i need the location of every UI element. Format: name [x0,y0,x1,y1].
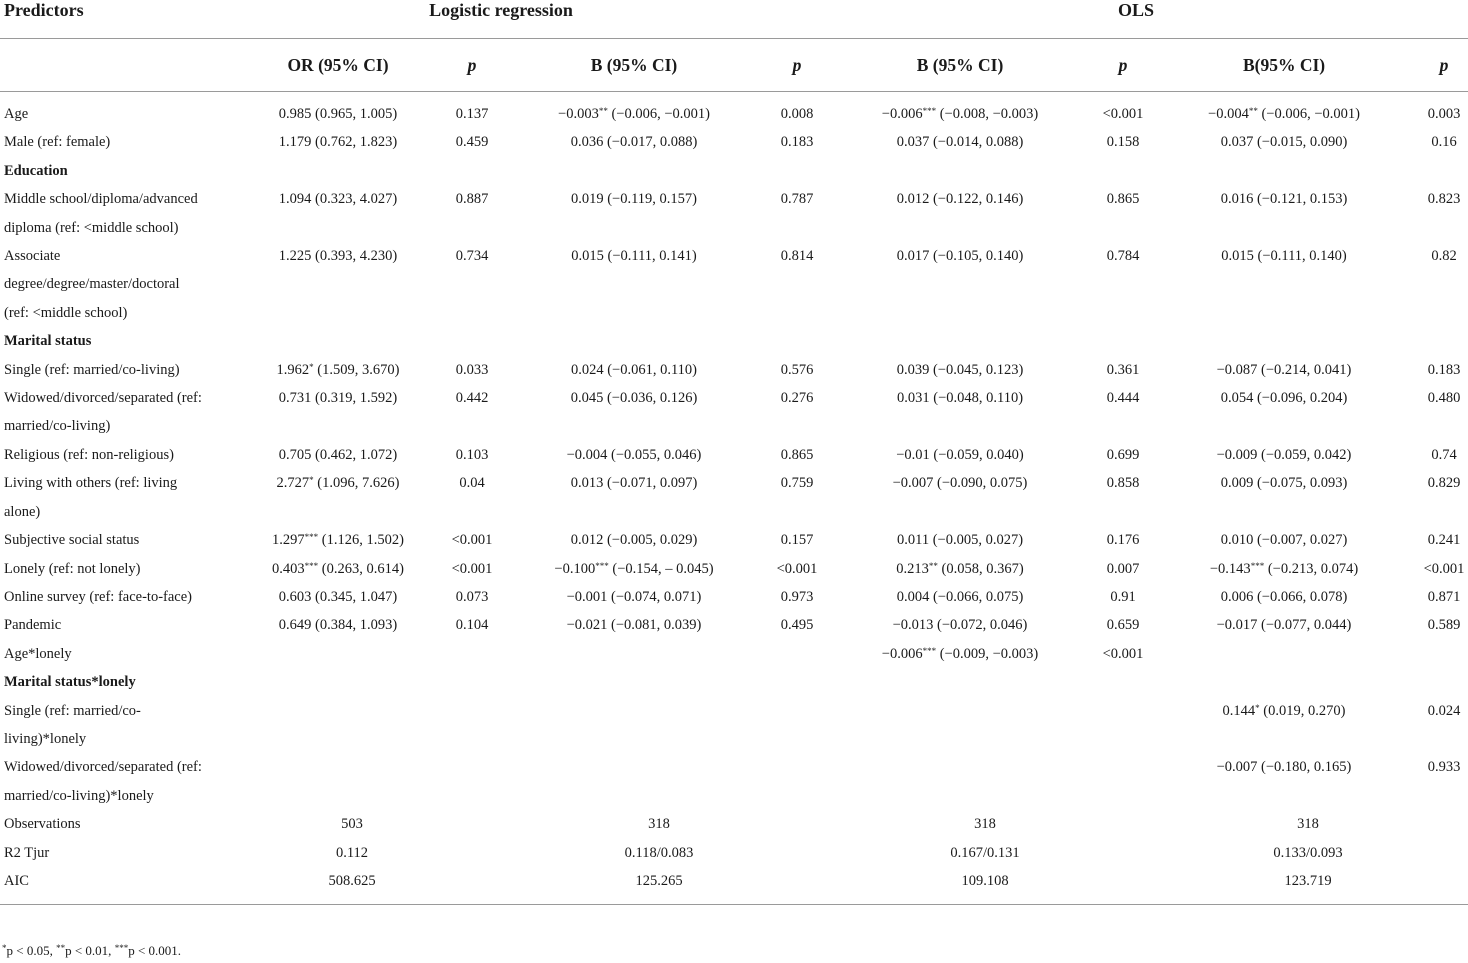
p-value-cell: 0.784 [1106,248,1140,265]
estimate-cell: 0.015 (−0.111, 0.141) [571,248,697,265]
estimate-cell: 0.031 (−0.048, 0.110) [896,390,1024,407]
estimate-cell: −0.143*** (−0.213, 0.074) [1209,560,1359,577]
summary-label: Observations [4,816,81,833]
summary-value: 318 [648,816,670,833]
estimate-cell: −0.004** (−0.006, −0.001) [1208,106,1360,122]
estimate-cell: 0.015 (−0.111, 0.140) [1221,248,1347,265]
p-value-cell [772,753,822,810]
estimate-cell: 0.731 (0.319, 1.592) [278,390,398,407]
p-value-cell: <0.001 [1102,645,1144,662]
estimate-cell: −0.007 (−0.090, 0.075) [892,475,1028,492]
p-value-cell: 0.033 [455,361,489,378]
summary-label: AIC [0,867,208,905]
estimate-cell: 1.179 (0.762, 1.823) [278,134,398,151]
p-value-cell: 0.459 [455,134,489,151]
estimate-cell: 0.037 (−0.014, 0.088) [896,134,1024,151]
estimate-cell [1148,157,1420,185]
p-value-cell: 0.82 [1431,248,1457,265]
summary-value: 109.108 [822,867,1148,905]
estimate-cell: −0.007 (−0.180, 0.165) [1216,759,1352,776]
estimate-cell: 0.403*** (0.263, 0.614) [272,560,404,577]
p-value-cell: 0.003 [1427,106,1461,122]
p-value-cell [772,327,822,355]
estimate-cell [208,753,448,810]
predictor-label: Male (ref: female) [4,134,111,151]
predictor-label: Age [4,106,29,122]
estimate-cell: 0.039 (−0.045, 0.123) [896,361,1024,378]
p-value-cell [1420,157,1468,185]
summary-value: 318 [1297,816,1319,833]
table-row [0,611,1468,639]
p-value-cell: 0.973 [780,588,814,605]
p-value-cell: 0.495 [780,617,814,634]
p-value-cell [1098,157,1148,185]
p-value-cell [448,157,496,185]
p-value-cell: 0.759 [780,475,814,492]
estimate-cell: 0.019 (−0.119, 0.157) [570,191,698,208]
estimate-cell: 1.962* (1.509, 3.670) [276,361,400,378]
table-row [0,469,1468,526]
table-row [0,583,1468,611]
p-value-cell: 0.823 [1427,191,1461,208]
predictor-label: Marital status [4,333,92,350]
summary-value: 318 [974,816,996,833]
predictor-label: Associate degree/degree/master/doctoral (ref: <middle school) [4,248,180,321]
p-value-cell: <0.001 [1423,560,1465,577]
summary-row [0,839,1468,867]
p-value-cell: 0.734 [455,248,489,265]
estimate-cell: 0.016 (−0.121, 0.153) [1220,191,1348,208]
column-header: p [448,39,496,92]
estimate-cell: −0.01 (−0.059, 0.040) [896,446,1024,463]
estimate-cell: 0.006 (−0.066, 0.078) [1220,588,1348,605]
estimate-cell: −0.003** (−0.006, −0.001) [558,106,710,122]
p-value-cell: 0.104 [455,617,489,634]
summary-value: 0.118/0.083 [624,844,694,861]
p-value-cell [772,668,822,696]
column-header: p [1420,39,1468,92]
p-value-cell: 0.74 [1431,446,1457,463]
predictor-label: Living with others (ref: living alone) [4,475,178,520]
p-value-cell: 0.871 [1427,588,1461,605]
table-row [0,185,1468,242]
p-value-cell: 0.361 [1106,361,1140,378]
estimate-cell [496,327,772,355]
table-row [0,356,1468,384]
estimate-cell: 0.017 (−0.105, 0.140) [896,248,1024,265]
estimate-cell: 0.705 (0.462, 1.072) [278,446,398,463]
predictor-label: Widowed/divorced/separated (ref: married/co-living)*lonely [4,759,202,804]
column-header-blank [0,39,208,92]
estimate-cell: 0.036 (−0.017, 0.088) [570,134,698,151]
p-value-cell [1420,327,1468,355]
table-row [0,668,1468,696]
p-value-cell [448,327,496,355]
estimate-cell: 1.297*** (1.126, 1.502) [272,532,404,549]
estimate-cell [822,753,1098,810]
summary-value: 125.265 [496,867,822,905]
p-value-cell: 0.176 [1106,532,1140,549]
p-value-cell: 0.576 [780,361,814,378]
predictor-label: Marital status*lonely [4,674,136,691]
estimate-cell: −0.004 (−0.055, 0.046) [566,446,702,463]
estimate-cell [208,640,448,668]
estimate-cell: 0.144* (0.019, 0.270) [1222,702,1346,719]
estimate-cell: −0.013 (−0.072, 0.046) [892,617,1028,634]
column-header: B(95% CI) [1148,39,1420,92]
p-value-cell [1098,697,1148,754]
predictors-header: Predictors [0,0,208,39]
p-value-cell: 0.887 [455,191,489,208]
p-value-cell: 0.16 [1431,134,1457,151]
predictor-label: Widowed/divorced/separated (ref: married/co-living) [4,390,202,435]
estimate-cell: 0.010 (−0.007, 0.027) [1220,532,1348,549]
estimate-cell [1148,327,1420,355]
p-value-cell [1098,327,1148,355]
p-value-cell [1420,668,1468,696]
p-value-cell: 0.183 [780,134,814,151]
p-value-cell: 0.008 [780,106,814,122]
column-header: p [772,39,822,92]
p-value-cell: <0.001 [1102,106,1144,122]
estimate-cell [208,157,448,185]
p-value-cell: 0.158 [1106,134,1140,151]
group-header-row [0,0,1468,39]
table-row [0,92,1468,129]
estimate-cell: 0.985 (0.965, 1.005) [278,106,398,122]
p-value-cell: 0.241 [1427,532,1461,549]
column-header: B (95% CI) [496,39,772,92]
table-row [0,128,1468,156]
summary-value: 0.112 [335,844,369,861]
p-value-cell [1420,640,1468,668]
estimate-cell [496,640,772,668]
estimate-cell [208,327,448,355]
p-value-cell: 0.024 [1427,702,1461,719]
summary-value: 0.133/0.093 [1273,844,1343,861]
p-value-cell: 0.183 [1427,361,1461,378]
predictor-label: Religious (ref: non-religious) [4,446,174,463]
column-header-row [0,39,1468,92]
estimate-cell: 1.094 (0.323, 4.027) [278,191,398,208]
summary-row [0,867,1468,905]
estimate-cell: 0.045 (−0.036, 0.126) [570,390,698,407]
summary-label: R2 Tjur [4,844,50,861]
predictor-label: Education [4,162,68,179]
p-value-cell: 0.91 [1110,588,1136,605]
estimate-cell: −0.100*** (−0.154, – 0.045) [554,560,714,577]
estimate-cell: 0.054 (−0.096, 0.204) [1220,390,1348,407]
table-row [0,157,1468,185]
p-value-cell: 0.442 [455,390,489,407]
table-body [0,92,1468,905]
estimate-cell: 0.009 (−0.075, 0.093) [1220,475,1348,492]
p-value-cell: 0.865 [1106,191,1140,208]
estimate-cell [822,157,1098,185]
p-value-cell: 0.865 [780,446,814,463]
predictor-label: Single (ref: married/co-living)*lonely [4,702,141,747]
estimate-cell [822,327,1098,355]
estimate-cell: 0.024 (−0.061, 0.110) [570,361,698,378]
p-value-cell: 0.04 [459,475,485,492]
p-value-cell [448,668,496,696]
p-value-cell: 0.007 [1106,560,1140,577]
summary-value: 0.167/0.131 [950,844,1020,861]
estimate-cell [496,157,772,185]
p-value-cell: <0.001 [776,560,818,577]
estimate-cell: 0.649 (0.384, 1.093) [278,617,398,634]
p-value-cell: 0.659 [1106,617,1140,634]
table-row [0,441,1468,469]
estimate-cell [208,668,448,696]
summary-row [0,810,1468,838]
predictor-label: Online survey (ref: face-to-face) [4,588,192,605]
p-value-cell: 0.480 [1427,390,1461,407]
ols-header: OLS [822,0,1468,39]
p-value-cell: <0.001 [451,560,493,577]
p-value-cell: 0.814 [780,248,814,265]
column-header: p [1098,39,1148,92]
p-value-cell: <0.001 [451,532,493,549]
estimate-cell: −0.006*** (−0.008, −0.003) [881,106,1039,122]
predictor-label: Middle school/diploma/advanced diploma (ref: <middle school) [4,191,198,236]
table-row [0,384,1468,441]
estimate-cell [496,697,772,754]
estimate-cell [822,668,1098,696]
predictor-label: Subjective social status [4,532,140,549]
footnote: *p < 0.05, **p < 0.01, ***p < 0.001. [2,943,182,958]
table-row [0,753,1468,810]
estimate-cell: 1.225 (0.393, 4.230) [278,248,398,265]
p-value-cell: 0.787 [780,191,814,208]
predictor-label: Pandemic [4,617,62,634]
summary-value: 503 [341,816,363,833]
estimate-cell: 0.013 (−0.071, 0.097) [570,475,698,492]
estimate-cell [208,697,448,754]
estimate-cell: 2.727* (1.096, 7.626) [276,475,400,492]
p-value-cell [1098,668,1148,696]
summary-value: 123.719 [1148,867,1468,905]
predictor-label: Lonely (ref: not lonely) [4,560,141,577]
p-value-cell [448,697,496,754]
predictor-label: Single (ref: married/co-living) [4,361,180,378]
estimate-cell: 0.004 (−0.066, 0.075) [896,588,1024,605]
p-value-cell [772,697,822,754]
p-value-cell [448,753,496,810]
table-row [0,697,1468,754]
column-header: B (95% CI) [822,39,1098,92]
table-row [0,640,1468,668]
table-row [0,242,1468,327]
predictor-label: Age*lonely [4,645,72,662]
estimate-cell: 0.603 (0.345, 1.047) [278,588,398,605]
estimate-cell: −0.009 (−0.059, 0.042) [1216,446,1352,463]
table-row [0,526,1468,554]
estimate-cell: −0.001 (−0.074, 0.071) [566,588,702,605]
p-value-cell [1098,753,1148,810]
estimate-cell: 0.012 (−0.005, 0.029) [570,532,698,549]
p-value-cell: 0.073 [455,588,489,605]
p-value-cell: 0.858 [1106,475,1140,492]
column-header: OR (95% CI) [208,39,448,92]
summary-value: 508.625 [208,867,496,905]
table-row [0,555,1468,583]
estimate-cell: 0.213** (0.058, 0.367) [896,560,1024,577]
p-value-cell: 0.933 [1427,759,1461,776]
table-row [0,327,1468,355]
estimate-cell: −0.006*** (−0.009, −0.003) [881,645,1039,662]
estimate-cell: −0.017 (−0.077, 0.044) [1216,617,1352,634]
estimate-cell [1148,668,1420,696]
estimate-cell: −0.021 (−0.081, 0.039) [566,617,702,634]
estimate-cell: −0.087 (−0.214, 0.041) [1216,361,1352,378]
p-value-cell: 0.589 [1427,617,1461,634]
p-value-cell: 0.276 [780,390,814,407]
estimate-cell [1148,640,1420,668]
estimate-cell [496,753,772,810]
p-value-cell: 0.157 [780,532,814,549]
p-value-cell: 0.444 [1106,390,1140,407]
p-value-cell [772,157,822,185]
p-value-cell [448,640,496,668]
p-value-cell: 0.699 [1106,446,1140,463]
estimate-cell [496,668,772,696]
p-value-cell [772,640,822,668]
p-value-cell: 0.137 [455,106,489,122]
estimate-cell: 0.011 (−0.005, 0.027) [896,532,1024,549]
logistic-regression-header: Logistic regression [208,0,822,39]
estimate-cell [822,697,1098,754]
estimate-cell: 0.012 (−0.122, 0.146) [896,191,1024,208]
p-value-cell: 0.829 [1427,475,1461,492]
estimate-cell: 0.037 (−0.015, 0.090) [1220,134,1348,151]
p-value-cell: 0.103 [455,446,489,463]
